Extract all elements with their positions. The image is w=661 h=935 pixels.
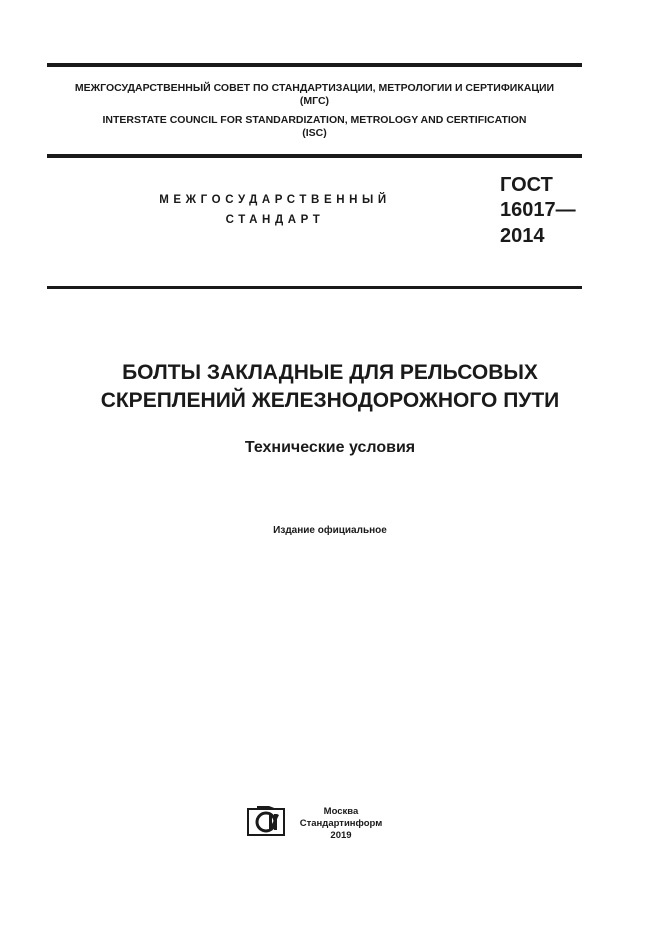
publisher-name: Стандартинформ xyxy=(299,818,383,829)
council-abbr-ru: (МГС) xyxy=(299,95,330,107)
gost-number: 16017— xyxy=(500,199,576,221)
council-name-ru: МЕЖГОСУДАРСТВЕННЫЙ СОВЕТ ПО СТАНДАРТИЗАЦИИ, МЕТРОЛОГИИ И СЕРТИФИКАЦИИ xyxy=(74,82,555,94)
council-name-en: INTERSTATE COUNCIL FOR STANDARDIZATION, METROLOGY AND CERTIFICATION xyxy=(102,114,527,126)
standard-type-line1: МЕЖГОСУДАРСТВЕННЫЙ xyxy=(159,194,391,206)
gost-year: 2014 xyxy=(500,225,545,247)
document-title-line1: БОЛТЫ ЗАКЛАДНЫЕ ДЛЯ РЕЛЬСОВЫХ xyxy=(122,361,538,384)
council-abbr-en: (ISC) xyxy=(302,127,327,139)
standartinform-logo-icon xyxy=(247,806,287,836)
document-title-line2: СКРЕПЛЕНИЙ ЖЕЛЕЗНОДОРОЖНОГО ПУТИ xyxy=(100,389,560,412)
publisher-year: 2019 xyxy=(330,830,352,841)
edition-label: Издание официальное xyxy=(273,525,387,536)
document-subtitle: Технические условия xyxy=(244,439,416,456)
publisher-city: Москва xyxy=(323,806,359,817)
standard-type-line2: СТАНДАРТ xyxy=(225,214,325,226)
lower-rule xyxy=(47,286,582,289)
middle-rule xyxy=(47,154,582,158)
gost-prefix: ГОСТ xyxy=(500,174,553,196)
top-rule xyxy=(47,63,582,67)
